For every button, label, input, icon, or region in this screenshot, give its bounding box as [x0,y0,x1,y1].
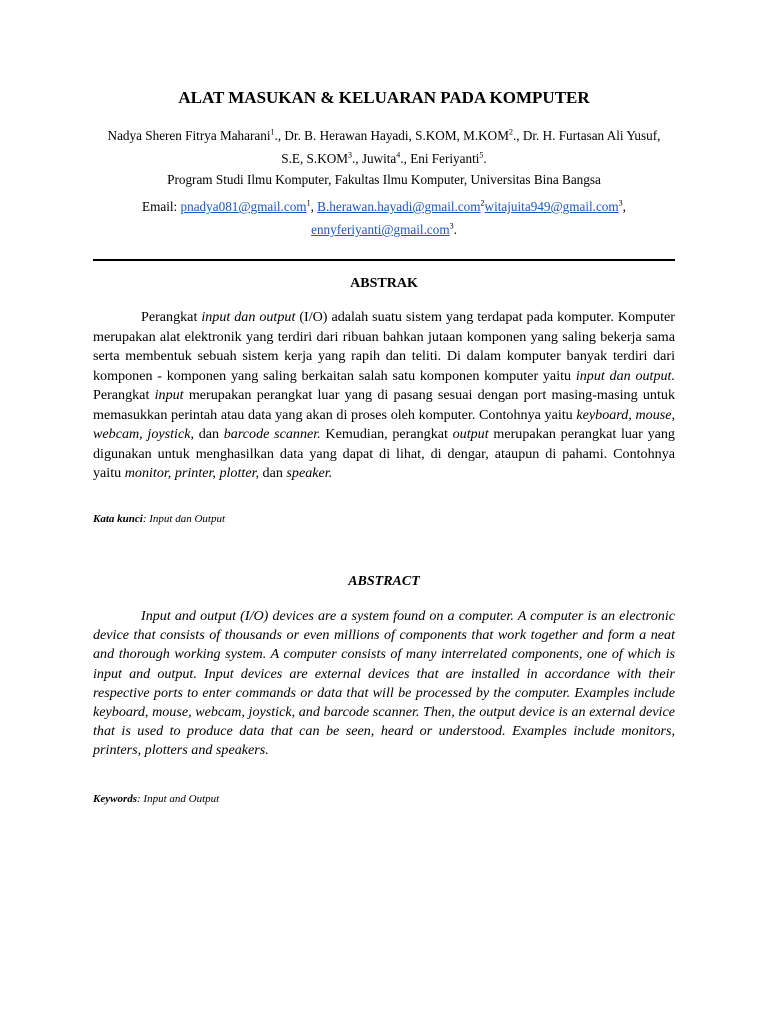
email-link[interactable]: witajuita949@gmail.com [484,199,619,214]
abstrak-italic: input dan output [201,309,296,325]
kata-kunci-label: Kata kunci [93,513,143,525]
keywords-text: : Input and Output [137,793,220,805]
email-sup: 3 [449,221,454,231]
email-separator: , [310,199,318,214]
abstrak-italic: speaker. [286,465,333,481]
email-sup: 2 [480,198,485,208]
email-list [100,195,668,241]
author-separator: ., [400,151,411,166]
abstrak-text: dan [193,426,224,442]
author-name: Juwita [361,151,397,166]
kata-kunci [93,513,225,525]
email-sup: 1 [306,198,311,208]
abstrak-heading: ABSTRAK [350,276,418,291]
email-label: Email: [142,199,181,214]
header-divider [93,259,675,261]
abstrak-text: Kemudian, perangkat [320,426,453,442]
abstrak-text: Perangkat [141,309,202,325]
author-affil-sup: 4 [396,150,401,160]
abstract-body: Input and output (I/O) devices are a system found on a computer. A computer is an electronic device that consists of thousands or even millions of components that work together and form a neat and thorough working system. A computer consists of many interrelated components, one of which is input and output. Input devices are external devices that are installed in accordance with their respective ports to enter commands or data that will be processed by the computer. Examples include keyboard, mouse, webcam, joystick, and barcode scanner. Then, the output device is an external device that is used to produce data that can be seen, heard or understood. Examples include monitors, printers, plotters and speakers. [93,608,675,759]
email-link[interactable]: ennyferiyanti@gmail.com [311,222,450,237]
author-separator: . [483,151,487,166]
author-name: Dr. H. Furtasan Ali Yusuf, S.E, S.KOM [281,128,661,166]
author-name: Eni Feriyanti [410,151,480,166]
author-affil-sup: 2 [508,127,513,137]
author-separator: ., [351,151,362,166]
abstrak-body [93,308,675,484]
author-separator: ., [274,128,285,143]
author-list [100,124,668,170]
author-affil-sup: 1 [270,127,275,137]
paper-title: ALAT MASUKAN & KELUARAN PADA KOMPUTER [178,88,590,107]
abstrak-text: merupakan perangkat luar yang di pasang sesuai dengan port masing-masing untuk memasukkan perintah atau data yang akan di proses oleh komputer. Contohnya yaitu [93,387,675,423]
email-separator: . [453,222,457,237]
author-separator: ., [512,128,523,143]
author-affil-sup: 5 [479,150,484,160]
abstrak-text: dan [259,465,287,481]
abstract-heading: ABSTRACT [348,574,420,589]
abstrak-italic: input dan output. [575,367,675,384]
abstrak-italic: monitor, printer, plotter, [124,465,260,481]
author-name: Nadya Sheren Fitrya Maharani [107,128,271,143]
abstrak-italic: output [452,426,489,442]
keywords [93,793,219,805]
kata-kunci-text: : Input dan Output [142,513,226,525]
abstrak-italic: barcode scanner. [223,426,321,442]
abstrak-italic: keyboard, mouse, webcam, joystick, [93,406,676,442]
abstrak-text: merupakan perangkat luar yang digunakan untuk menghasilkan data yang dapat di lihat, di dengar, ataupun di pahami. Contohnya yaitu [93,426,675,481]
email-sup: 3 [618,198,623,208]
abstrak-italic: input [154,387,184,403]
keywords-label: Keywords [93,793,137,805]
email-link[interactable]: B.herawan.hayadi@gmail.com [317,199,481,214]
email-link[interactable]: pnadya081@gmail.com [180,199,307,214]
abstrak-text: (I/O) adalah suatu sistem yang terdapat pada komputer. Komputer merupakan alat elektronik yang terdiri dari ribuan bahkan jutaan komponen yang saling bekerja sama serta membentuk sebuah sistem kerja yang rapih dan teliti. Di dalam komputer banyak terdiri dari komponen - komponen yang saling berkaitan salah satu komponen komputer yaitu [93,309,675,384]
affiliation: Program Studi Ilmu Komputer, Fakultas Ilmu Komputer, Universitas Bina Bangsa [167,172,601,187]
author-name: Dr. B. Herawan Hayadi, S.KOM, M.KOM [284,128,509,143]
author-affil-sup: 3 [347,150,352,160]
email-separator: , [622,199,626,214]
abstrak-text: Perangkat [93,387,155,403]
